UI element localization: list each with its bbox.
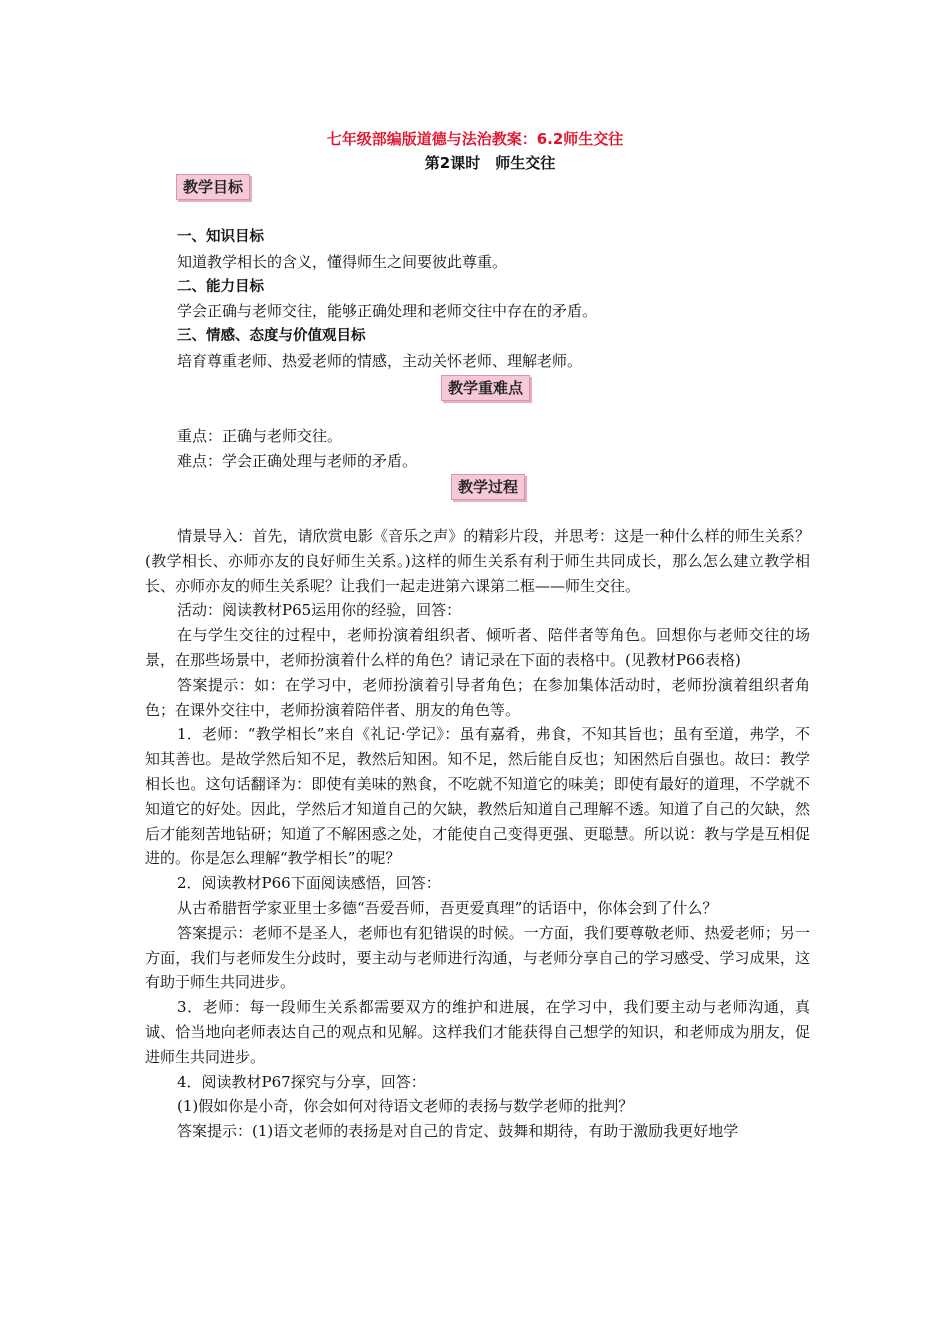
- teaching-process-section: [145, 524, 810, 1144]
- goal-text-knowledge: 知道教学相长的含义，懂得师生之间要彼此尊重。: [177, 252, 508, 271]
- document-title: 七年级部编版道德与法治教案：6.2师生交往: [326, 130, 624, 148]
- goal-text-ability: 学会正确与老师交往，能够正确处理和老师交往中存在的矛盾。: [177, 302, 598, 321]
- process-paragraph: 4．阅读教材P67探究与分享，回答：: [177, 1072, 426, 1091]
- key-points-section: [145, 424, 810, 474]
- process-paragraph: 答案提示：老师不是圣人，老师也有犯错误的时候。一方面，我们要尊敬老师、热爱老师；另一方面，我们与老师发生分歧时，要主动与老师进行沟通，与老师分享自己的学习感受、学习成果，这有助于师生共同进步。: [145, 923, 810, 992]
- key-point-difficulty: 难点：学会正确处理与老师的矛盾。: [177, 451, 418, 470]
- process-paragraph: 1．老师：“教学相长”来自《礼记·学记》：虽有嘉肴，弗食，不知其旨也；虽有至道，弗学，不知其善也。是故学然后知不足，教然后知困。知不足，然后能自反也；知困然后自强也。故曰：教学相长也。这句话翻译为：即使有美味的熟食，不吃就不知道它的味美；即使有最好的道理，不学就不知道它的好处。因此，学然后才知道自己的欠缺，教然后知道自己理解不透。知道了自己的欠缺，然后才能刻苦地钻研；知道了不解困惑之处，才能使自己变得更强、更聪慧。所以说：教与学是互相促进的。你是怎么理解“教学相长”的呢？: [145, 725, 810, 868]
- process-paragraph: 活动：阅读教材P65运用你的经验，回答：: [177, 601, 462, 620]
- key-point-focus: 重点：正确与老师交往。: [177, 427, 343, 445]
- goal-text-emotion: 培育尊重老师、热爱老师的情感，主动关怀老师、理解老师。: [177, 351, 583, 370]
- teaching-goals-section: [145, 225, 810, 374]
- goal-heading-emotion: 三、情感、态度与价值观目标: [177, 328, 366, 345]
- process-paragraph: 情景导入：首先，请欣赏电影《音乐之声》的精彩片段，并思考：这是一种什么样的师生关系？(教学相长、亦师亦友的良好师生关系。)这样的师生关系有利于师生共同成长，那么怎么建立教学相长、亦师亦友的师生关系呢？让我们一起走进第六课第二框——师生交往。: [145, 527, 810, 595]
- process-paragraph: 2．阅读教材P66下面阅读感悟，回答：: [177, 874, 441, 893]
- process-paragraph: 从古希腊哲学家亚里士多德“吾爱吾师，吾更爱真理”的话语中，你体会到了什么？: [177, 898, 718, 917]
- process-paragraph: (1)假如你是小奇，你会如何对待语文老师的表扬与数学老师的批判？: [177, 1097, 634, 1116]
- section-badge-key-points: 教学重难点: [441, 375, 530, 401]
- goal-heading-knowledge: 一、知识目标: [177, 229, 264, 245]
- process-paragraph: 答案提示：(1)语文老师的表扬是对自己的肯定、鼓舞和期待，有助于激励我更好地学: [177, 1122, 739, 1141]
- process-paragraph: 答案提示：如：在学习中，老师扮演着引导者角色；在参加集体活动时，老师扮演着组织者角色；在课外交往中，老师扮演着陪伴者、朋友的角色等。: [145, 675, 810, 719]
- process-paragraph: 在与学生交往的过程中，老师扮演着组织者、倾听者、陪伴者等角色。回想你与老师交往的场景，在那些场景中，老师扮演着什么样的角色？请记录在下面的表格中。(见教材P66表格): [145, 626, 810, 669]
- goal-heading-ability: 二、能力目标: [177, 278, 264, 295]
- process-paragraph: 3．老师：每一段师生关系都需要双方的维护和进展，在学习中，我们要主动与老师沟通，真诚、恰当地向老师表达自己的观点和见解。这样我们才能获得自己想学的知识，和老师成为朋友，促进师生共同进步。: [145, 998, 810, 1066]
- section-badge-teaching-process: 教学过程: [451, 474, 525, 500]
- section-badge-teaching-goals: 教学目标: [176, 174, 250, 200]
- document-subtitle: 第2课时 师生交往: [424, 154, 556, 172]
